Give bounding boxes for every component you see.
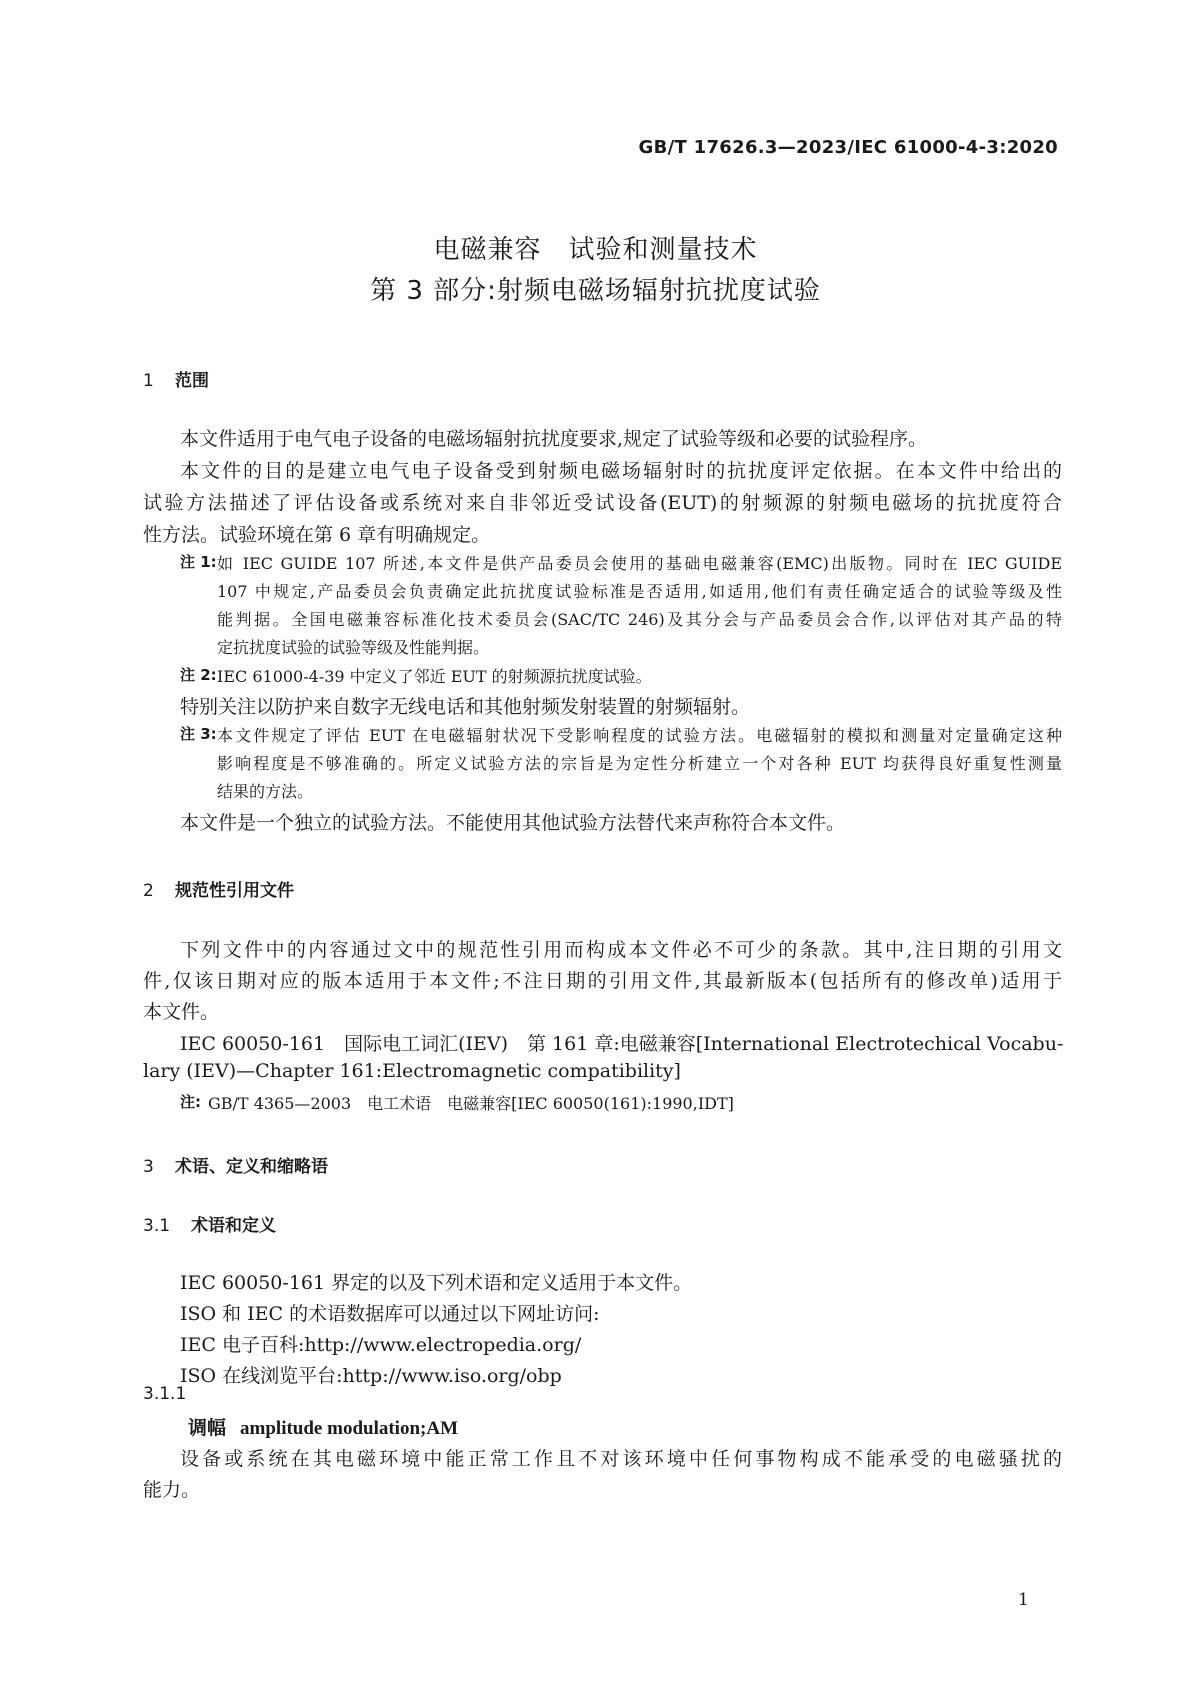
note-3-label: 注 3: <box>180 725 217 743</box>
document-title-line-2: 第 3 部分:射频电磁场辐射抗扰度试验 <box>370 276 821 306</box>
subsection-3-1-heading <box>143 1211 276 1236</box>
terms-line-1: IEC 60050-161 界定的以及下列术语和定义适用于本文件。 <box>180 1272 693 1294</box>
reference-note-text: GB/T 4365—2003 电工术语 电磁兼容[IEC 60050(161):1990,IDT] <box>208 1094 734 1113</box>
reference-note-label: 注: <box>180 1093 201 1111</box>
page-number: 1 <box>1018 1590 1029 1610</box>
note-1-line-1: 如 IEC GUIDE 107 所述,本文件是供产品委员会使用的基础电磁兼容(EMC)出版物。同时在 IEC GUIDE <box>217 554 1062 573</box>
note-1-line-3: 能判据。全国电磁兼容标准化技术委员会(SAC/TC 246)及其分会与产品委员会合作,以评估对其产品的特 <box>217 610 1062 629</box>
section-2-heading <box>143 876 294 901</box>
term-definition-line-1: 设备或系统在其电磁环境中能正常工作且不对该环境中任何事物构成不能承受的电磁骚扰的 <box>180 1448 1062 1470</box>
term-chinese: 调幅 <box>188 1417 227 1439</box>
electropedia-link-line: IEC 电子百科:http://www.electropedia.org/ <box>180 1334 582 1356</box>
document-title-line-1: 电磁兼容 试验和测量技术 <box>433 235 758 265</box>
subsection-title: 术语和定义 <box>191 1216 276 1236</box>
section-title: 范围 <box>175 371 209 391</box>
term-definition-line-2: 能力。 <box>143 1479 201 1501</box>
section-1-heading <box>143 366 209 391</box>
note-3-line-2: 影响程度是不够准确的。所定义试验方法的宗旨是为定性分析建立一个对各种 EUT 均获得良好重复性测量 <box>217 754 1062 773</box>
reference-entry-line-1: IEC 60050-161 国际电工词汇(IEV) 第 161 章:电磁兼容[International Electrotechical Vocabu- <box>180 1033 1064 1055</box>
scope-paragraph-2-line-2: 试验方法描述了评估设备或系统对来自非邻近受试设备(EUT)的射频源的射频电磁场的抗扰度符合 <box>143 492 1062 514</box>
term-entry <box>188 1413 458 1440</box>
terms-line-2: ISO 和 IEC 的术语数据库可以通过以下网址访问: <box>180 1303 600 1325</box>
section-number: 2 <box>143 881 154 901</box>
section-title: 术语、定义和缩略语 <box>175 1157 328 1177</box>
scope-paragraph-1: 本文件适用于电气电子设备的电磁场辐射抗扰度要求,规定了试验等级和必要的试验程序。 <box>180 428 928 450</box>
references-paragraph-line-3: 本文件。 <box>143 1001 220 1023</box>
section-title: 规范性引用文件 <box>175 881 294 901</box>
note-3-line-1: 本文件规定了评估 EUT 在电磁辐射状况下受影响程度的试验方法。电磁辐射的模拟和测量对定量确定这种 <box>217 726 1062 745</box>
note-1-line-4: 定抗扰度试验的试验等级及性能判据。 <box>217 638 490 657</box>
note-3-line-3: 结果的方法。 <box>217 782 314 801</box>
scope-paragraph-4: 本文件是一个独立的试验方法。不能使用其他试验方法替代来声称符合本文件。 <box>180 812 846 834</box>
references-paragraph-line-1: 下列文件中的内容通过文中的规范性引用而构成本文件必不可少的条款。其中,注日期的引用文 <box>180 939 1062 961</box>
note-2-label: 注 2: <box>180 666 217 684</box>
section-3-heading <box>143 1152 328 1177</box>
note-2-text: IEC 61000-4-39 中定义了邻近 EUT 的射频源抗扰度试验。 <box>217 667 652 686</box>
reference-entry-line-2: lary (IEV)—Chapter 161:Electromagnetic compatibility] <box>143 1060 681 1082</box>
scope-paragraph-3: 特别关注以防护来自数字无线电话和其他射频发射装置的射频辐射。 <box>180 696 751 718</box>
subsection-number: 3.1 <box>143 1216 171 1236</box>
section-number: 1 <box>143 371 154 391</box>
iso-obp-link-line: ISO 在线浏览平台:http://www.iso.org/obp <box>180 1365 562 1387</box>
note-1-label: 注 1: <box>180 553 217 571</box>
scope-paragraph-2-line-1: 本文件的目的是建立电气电子设备受到射频电磁场辐射时的抗扰度评定依据。在本文件中给出的 <box>180 460 1062 482</box>
term-english: amplitude modulation;AM <box>240 1418 459 1439</box>
scope-paragraph-2-line-3: 性方法。试验环境在第 6 章有明确规定。 <box>143 524 491 546</box>
note-1-line-2: 107 中规定,产品委员会负责确定此抗扰度试验标准是否适用,如适用,他们有责任确定适合的试验等级及性 <box>217 582 1062 601</box>
references-paragraph-line-2: 件,仅该日期对应的版本适用于本文件;不注日期的引用文件,其最新版本(包括所有的修改单)适用于 <box>143 970 1062 992</box>
term-3-1-1-number: 3.1.1 <box>143 1384 187 1404</box>
standard-code-header: GB/T 17626.3—2023/IEC 61000-4-3:2020 <box>638 137 1058 158</box>
section-number: 3 <box>143 1157 154 1177</box>
